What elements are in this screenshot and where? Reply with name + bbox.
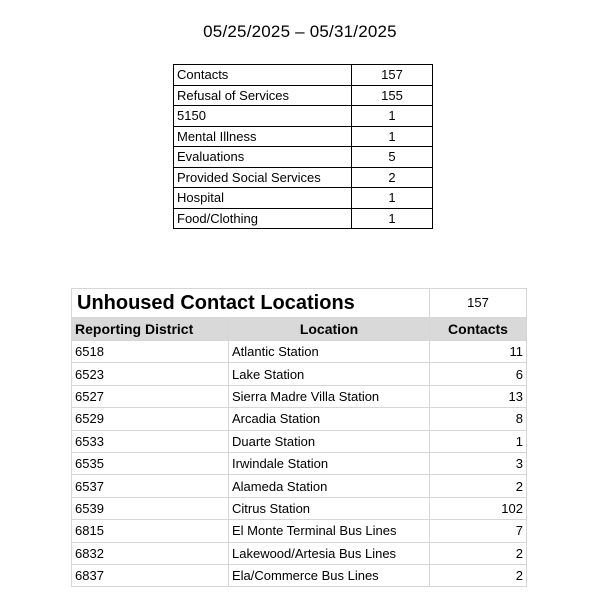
location-cell: Duarte Station [229, 430, 430, 452]
summary-row [174, 126, 433, 147]
summary-value: 2 [352, 167, 433, 188]
locations-title-row [72, 289, 527, 318]
locations-table [71, 288, 527, 587]
column-header-location: Location [229, 318, 430, 341]
contacts-cell: 7 [430, 520, 527, 542]
contacts-cell: 3 [430, 452, 527, 474]
table-row [72, 564, 527, 586]
district-cell: 6539 [72, 497, 229, 519]
contacts-cell: 1 [430, 430, 527, 452]
table-row [72, 385, 527, 407]
district-cell: 6529 [72, 408, 229, 430]
location-cell: Lake Station [229, 363, 430, 385]
location-cell: Citrus Station [229, 497, 430, 519]
location-cell: Alameda Station [229, 475, 430, 497]
summary-table [173, 64, 433, 229]
summary-row [174, 147, 433, 168]
summary-label: Mental Illness [174, 126, 352, 147]
summary-label: Food/Clothing [174, 208, 352, 229]
district-cell: 6533 [72, 430, 229, 452]
table-row [72, 542, 527, 564]
summary-label: 5150 [174, 106, 352, 127]
summary-row [174, 208, 433, 229]
summary-row [174, 65, 433, 86]
summary-row [174, 85, 433, 106]
table-row [72, 341, 527, 363]
location-cell: Lakewood/Artesia Bus Lines [229, 542, 430, 564]
table-row [72, 497, 527, 519]
table-row [72, 475, 527, 497]
district-cell: 6535 [72, 452, 229, 474]
location-cell: Arcadia Station [229, 408, 430, 430]
summary-value: 1 [352, 208, 433, 229]
locations-total: 157 [430, 289, 527, 318]
contacts-cell: 2 [430, 475, 527, 497]
summary-label: Evaluations [174, 147, 352, 168]
summary-label: Provided Social Services [174, 167, 352, 188]
district-cell: 6837 [72, 564, 229, 586]
summary-row [174, 106, 433, 127]
summary-value: 157 [352, 65, 433, 86]
table-row [72, 520, 527, 542]
table-row [72, 363, 527, 385]
column-header-contacts: Contacts [430, 318, 527, 341]
summary-value: 5 [352, 147, 433, 168]
district-cell: 6518 [72, 341, 229, 363]
contacts-cell: 2 [430, 564, 527, 586]
summary-label: Hospital [174, 188, 352, 209]
contacts-cell: 8 [430, 408, 527, 430]
location-cell: El Monte Terminal Bus Lines [229, 520, 430, 542]
column-header-district: Reporting District [72, 318, 229, 341]
district-cell: 6815 [72, 520, 229, 542]
summary-row [174, 167, 433, 188]
location-cell: Sierra Madre Villa Station [229, 385, 430, 407]
contacts-cell: 102 [430, 497, 527, 519]
contacts-cell: 13 [430, 385, 527, 407]
locations-title: Unhoused Contact Locations [72, 289, 430, 318]
district-cell: 6537 [72, 475, 229, 497]
date-range: 05/25/2025 – 05/31/2025 [203, 22, 397, 41]
contacts-cell: 2 [430, 542, 527, 564]
contacts-cell: 6 [430, 363, 527, 385]
summary-label: Refusal of Services [174, 85, 352, 106]
summary-value: 1 [352, 126, 433, 147]
district-cell: 6523 [72, 363, 229, 385]
table-row [72, 452, 527, 474]
table-row [72, 430, 527, 452]
location-cell: Ela/Commerce Bus Lines [229, 564, 430, 586]
district-cell: 6527 [72, 385, 229, 407]
location-cell: Atlantic Station [229, 341, 430, 363]
summary-value: 1 [352, 188, 433, 209]
table-row [72, 408, 527, 430]
summary-label: Contacts [174, 65, 352, 86]
locations-header-row [72, 318, 527, 341]
location-cell: Irwindale Station [229, 452, 430, 474]
summary-row [174, 188, 433, 209]
summary-value: 1 [352, 106, 433, 127]
summary-value: 155 [352, 85, 433, 106]
contacts-cell: 11 [430, 341, 527, 363]
district-cell: 6832 [72, 542, 229, 564]
